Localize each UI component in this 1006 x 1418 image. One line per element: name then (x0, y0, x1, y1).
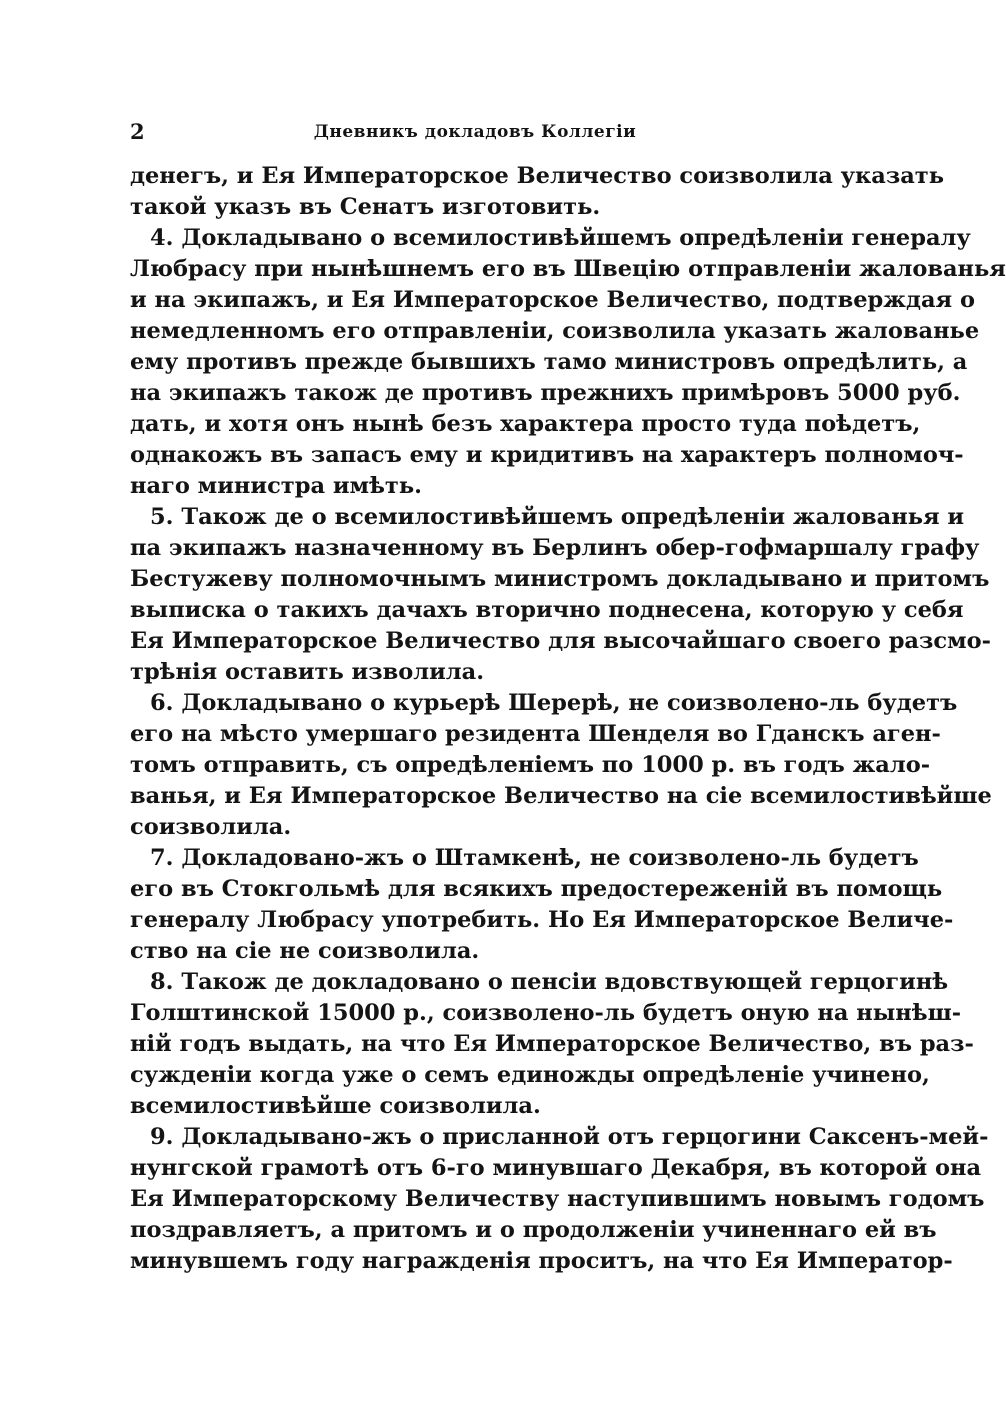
text-line: всемилостивѣйше соизволила. (130, 1093, 541, 1119)
text-line: Голштинской 15000 р., соизволено-ль будетъ оную на нынѣш- (130, 1000, 962, 1026)
text-line: 5. Також де о всемилостивѣйшемъ опредѣленіи жалованья и (150, 504, 965, 530)
text-line: ему противъ прежде бывшихъ тамо министровъ опредѣлить, а (130, 349, 968, 375)
text-line: трѣнія оставить изволила. (130, 659, 485, 685)
text-line: Ея Императорскому Величеству наступившимъ новымъ годомъ (130, 1186, 985, 1212)
text-line: 4. Докладывано о всемилостивѣйшемъ опредѣленіи генералу (150, 225, 971, 251)
text-line: 8. Також де докладовано о пенсіи вдовствующей герцогинѣ (150, 969, 949, 995)
text-line: томъ отправить, съ опредѣленіемъ по 1000 р. въ годъ жало- (130, 752, 931, 778)
text-line: такой указъ въ Сенатъ изготовить. (130, 194, 601, 220)
text-line: ванья, и Ея Императорское Величество на сіе всемилостивѣйше (130, 783, 992, 809)
text-line: 6. Докладывано о курьерѣ Шерерѣ, не соизволено-ль будетъ (150, 690, 958, 716)
text-line: выписка о такихъ дачахъ вторично поднесена, которую у себя (130, 597, 964, 623)
text-line: немедленномъ его отправленіи, соизволила указать жалованье (130, 318, 980, 344)
running-title: Дневникъ докладовъ Коллегіи (313, 122, 637, 142)
text-line: ство на сіе не соизволила. (130, 938, 480, 964)
text-line: однакожъ въ запасъ ему и кридитивъ на характеръ полномоч- (130, 442, 964, 468)
body-text (130, 161, 1006, 1277)
text-line: наго министра имѣть. (130, 473, 422, 499)
paragraph-2 (130, 223, 1006, 502)
text-line: его на мѣсто умершаго резидента Шенделя во Гданскъ аген- (130, 721, 941, 747)
text-line: 9. Докладывано-жъ о присланной отъ герцогини Саксенъ-мей- (150, 1124, 989, 1150)
text-line: нунгской грамотѣ отъ 6-го минувшаго Декабря, въ которой она (130, 1155, 982, 1181)
text-line: Ея Императорское Величество для высочайшаго своего разсмо- (130, 628, 991, 654)
text-line: денегъ, и Ея Императорское Величество соизволила указать (130, 163, 945, 189)
running-head (130, 120, 820, 144)
text-line: минувшемъ году награжденія проситъ, на что Ея Император- (130, 1248, 953, 1274)
text-line: па экипажъ назначенному въ Берлинъ обер-гофмаршалу графу (130, 535, 980, 561)
text-line: его въ Стокгольмѣ для всякихъ предостереженій въ помощь (130, 876, 943, 902)
text-line: ній годъ выдать, на что Ея Императорское Величество, въ раз- (130, 1031, 974, 1057)
page-number: 2 (130, 119, 145, 144)
text-line: генералу Любрасу употребить. Но Ея Императорское Величе- (130, 907, 954, 933)
text-line: 7. Докладовано-жъ о Штамкенѣ, не соизволено-ль будетъ (150, 845, 919, 871)
paragraph-3 (130, 502, 991, 688)
text-line: дать, и хотя онъ нынѣ безъ характера просто туда поѣдетъ, (130, 411, 921, 437)
text-line: поздравляетъ, а притомъ и о продолженіи учиненнаго ей въ (130, 1217, 937, 1243)
text-line: Бестужеву полномочнымъ министромъ докладывано и притомъ (130, 566, 990, 592)
paragraph-5 (130, 843, 954, 967)
text-line: Любрасу при нынѣшнемъ его въ Швецію отправленіи жалованья (130, 256, 1006, 282)
text-line: и на экипажъ, и Ея Императорское Величество, подтверждая о (130, 287, 976, 313)
paragraph-4 (130, 688, 992, 843)
text-line: соизволила. (130, 814, 292, 840)
text-line: на экипажъ також де противъ прежнихъ примѣровъ 5000 руб. (130, 380, 961, 406)
paragraph-1 (130, 161, 945, 223)
paragraph-7 (130, 1122, 989, 1277)
text-line: сужденіи когда уже о семъ единожды опредѣленіе учинено, (130, 1062, 930, 1088)
paragraph-6 (130, 967, 974, 1122)
